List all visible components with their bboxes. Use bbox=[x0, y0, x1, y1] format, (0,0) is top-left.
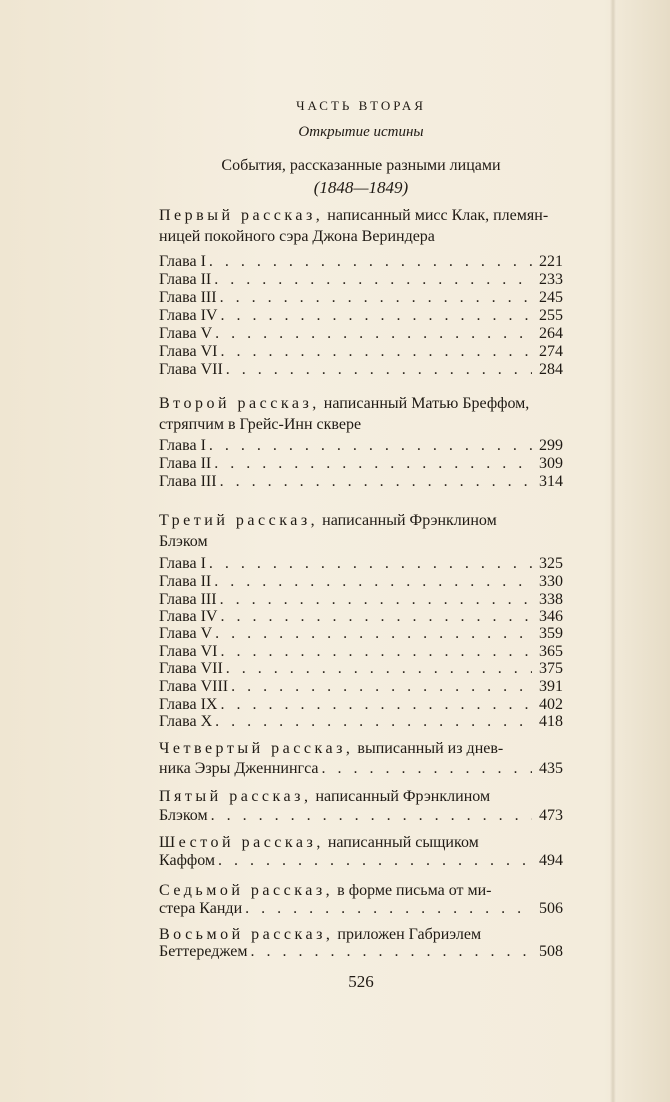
chapter-page: 402 bbox=[539, 696, 563, 713]
toc-row[interactable] bbox=[159, 852, 563, 870]
toc-row[interactable] bbox=[159, 361, 563, 379]
dot-leader bbox=[220, 643, 532, 661]
dot-leader bbox=[220, 608, 532, 626]
narrative-lead: Седьмой рассказ, bbox=[159, 882, 334, 899]
narrative-text: выписанный из днев- bbox=[353, 740, 504, 757]
narrative-heading-3 bbox=[159, 510, 563, 552]
toc-row[interactable] bbox=[159, 678, 563, 696]
narrative-lead: Шестой рассказ, bbox=[159, 834, 324, 851]
narrative-heading-8 bbox=[159, 924, 563, 945]
chapter-page: 245 bbox=[539, 289, 563, 306]
narrative-heading-2 bbox=[159, 393, 563, 435]
narrative-page: 435 bbox=[539, 760, 563, 777]
toc-row[interactable] bbox=[159, 900, 563, 918]
toc-row[interactable] bbox=[159, 713, 563, 731]
chapter-page: 359 bbox=[539, 625, 563, 642]
toc-row[interactable] bbox=[159, 591, 563, 609]
dot-leader bbox=[211, 807, 532, 825]
dot-leader bbox=[220, 696, 532, 714]
chapter-page: 375 bbox=[539, 660, 563, 677]
chapter-page: 264 bbox=[539, 325, 563, 342]
narrative-text-line2: Блэком bbox=[159, 533, 208, 550]
chapter-label: Глава V bbox=[159, 325, 213, 342]
dot-leader bbox=[214, 271, 532, 289]
chapter-label: Глава IX bbox=[159, 696, 218, 713]
part-subtitle: Открытие истины bbox=[298, 124, 424, 140]
chapter-page: 299 bbox=[539, 437, 563, 454]
toc-row[interactable] bbox=[159, 643, 563, 661]
chapter-page: 309 bbox=[539, 455, 563, 472]
narrative-text-line2: ника Эзры Дженнингса bbox=[159, 760, 319, 777]
chapter-label: Глава VI bbox=[159, 643, 218, 660]
part-events-caption: События, рассказанные разными лицами bbox=[221, 157, 501, 174]
dot-leader bbox=[245, 900, 532, 918]
narrative-text: в форме письма от ми- bbox=[333, 882, 492, 899]
dot-leader bbox=[209, 437, 532, 455]
chapter-label: Глава VII bbox=[159, 361, 223, 378]
chapter-label: Глава VII bbox=[159, 660, 223, 677]
chapter-page: 255 bbox=[539, 307, 563, 324]
dot-leader bbox=[215, 625, 532, 643]
toc-row[interactable] bbox=[159, 608, 563, 626]
chapter-label: Глава II bbox=[159, 271, 212, 288]
chapter-page: 418 bbox=[539, 713, 563, 730]
chapter-page: 233 bbox=[539, 271, 563, 288]
chapter-label: Глава I bbox=[159, 253, 206, 270]
narrative-text: написанный Фрэнклином bbox=[318, 512, 497, 529]
toc-row[interactable] bbox=[159, 943, 563, 961]
chapter-label: Глава III bbox=[159, 473, 217, 490]
narrative-text-line2: Беттереджем bbox=[159, 943, 248, 960]
dot-leader bbox=[214, 455, 532, 473]
dot-leader bbox=[209, 253, 532, 271]
dot-leader bbox=[220, 473, 532, 491]
chapter-page: 338 bbox=[539, 591, 563, 608]
chapter-label: Глава X bbox=[159, 713, 213, 730]
narrative-text: написанный Фрэнклином bbox=[311, 788, 491, 805]
toc-row[interactable] bbox=[159, 760, 563, 778]
narrative-text: приложен Габриэлем bbox=[333, 926, 482, 943]
dot-leader bbox=[226, 361, 532, 379]
toc-row[interactable] bbox=[159, 253, 563, 271]
chapter-page: 325 bbox=[539, 555, 563, 572]
chapter-label: Глава VI bbox=[159, 343, 218, 360]
narrative-heading-1 bbox=[159, 205, 563, 247]
chapter-label: Глава II bbox=[159, 573, 212, 590]
toc-row[interactable] bbox=[159, 455, 563, 473]
dot-leader bbox=[220, 289, 532, 307]
dot-leader bbox=[214, 573, 532, 591]
toc-row[interactable] bbox=[159, 289, 563, 307]
chapter-label: Глава I bbox=[159, 555, 206, 572]
narrative-lead: Восьмой рассказ, bbox=[159, 926, 334, 943]
narrative-text: написанный Матью Бреффом, bbox=[319, 395, 530, 412]
dot-leader bbox=[250, 943, 532, 961]
dot-leader bbox=[231, 678, 532, 696]
dot-leader bbox=[218, 852, 532, 870]
chapter-page: 221 bbox=[539, 253, 563, 270]
chapter-page: 314 bbox=[539, 473, 563, 490]
chapter-page: 330 bbox=[539, 573, 563, 590]
toc-row[interactable] bbox=[159, 573, 563, 591]
narrative-text-line2: стряпчим в Грейс-Инн сквере bbox=[159, 416, 362, 433]
part-years: (1848—1849) bbox=[313, 178, 409, 197]
narrative-text: написанный сыщиком bbox=[323, 834, 479, 851]
narrative-lead: Третий рассказ, bbox=[159, 512, 319, 529]
toc-row[interactable] bbox=[159, 437, 563, 455]
toc-row[interactable] bbox=[159, 555, 563, 573]
dot-leader bbox=[220, 343, 532, 361]
chapter-label: Глава I bbox=[159, 437, 206, 454]
narrative-lead: Пятый рассказ, bbox=[159, 788, 312, 805]
toc-row[interactable] bbox=[159, 325, 563, 343]
chapter-label: Глава IV bbox=[159, 307, 218, 324]
narrative-page: 473 bbox=[539, 807, 563, 824]
narrative-lead: Второй рассказ, bbox=[159, 395, 320, 412]
toc-row[interactable] bbox=[159, 271, 563, 289]
dot-leader bbox=[215, 325, 532, 343]
narrative-page: 508 bbox=[539, 943, 563, 960]
dot-leader bbox=[220, 591, 532, 609]
chapter-label: Глава V bbox=[159, 625, 213, 642]
chapter-page: 391 bbox=[539, 678, 563, 695]
narrative-lead: Четвертый рассказ, bbox=[159, 740, 354, 757]
chapter-page: 346 bbox=[539, 608, 563, 625]
dot-leader bbox=[321, 760, 532, 778]
narrative-text-line2: Каффом bbox=[159, 852, 216, 869]
narrative-page: 494 bbox=[539, 852, 563, 869]
chapter-label: Глава III bbox=[159, 289, 217, 306]
chapter-page: 274 bbox=[539, 343, 563, 360]
narrative-heading-7 bbox=[159, 880, 563, 901]
page-gutter bbox=[610, 0, 616, 1102]
narrative-lead: Первый рассказ, bbox=[159, 207, 324, 224]
toc-row[interactable] bbox=[159, 696, 563, 714]
narrative-text: написанный мисс Клак, племян- bbox=[323, 207, 549, 224]
toc-row[interactable] bbox=[159, 625, 563, 643]
dot-leader bbox=[220, 307, 532, 325]
narrative-page: 506 bbox=[539, 900, 563, 917]
page-number: 526 bbox=[348, 972, 374, 991]
chapter-label: Глава III bbox=[159, 591, 217, 608]
narrative-text-line2: Блэком bbox=[159, 807, 208, 824]
toc-row[interactable] bbox=[159, 660, 563, 678]
narrative-heading-5 bbox=[159, 786, 563, 807]
chapter-page: 365 bbox=[539, 643, 563, 660]
chapter-label: Глава II bbox=[159, 455, 212, 472]
toc-row[interactable] bbox=[159, 307, 563, 325]
chapter-label: Глава IV bbox=[159, 608, 218, 625]
part-title: ЧАСТЬ ВТОРАЯ bbox=[296, 98, 426, 113]
narrative-text-line2: ницей покойного сэра Джона Вериндера bbox=[159, 228, 435, 245]
toc-row[interactable] bbox=[159, 343, 563, 361]
narrative-heading-6 bbox=[159, 832, 563, 853]
dot-leader bbox=[226, 660, 532, 678]
toc-row[interactable] bbox=[159, 807, 563, 825]
dot-leader bbox=[215, 713, 532, 731]
chapter-page: 284 bbox=[539, 361, 563, 378]
narrative-heading-4 bbox=[159, 738, 563, 759]
toc-row[interactable] bbox=[159, 473, 563, 491]
dot-leader bbox=[209, 555, 532, 573]
chapter-label: Глава VIII bbox=[159, 678, 229, 695]
narrative-text-line2: стера Канди bbox=[159, 900, 243, 917]
